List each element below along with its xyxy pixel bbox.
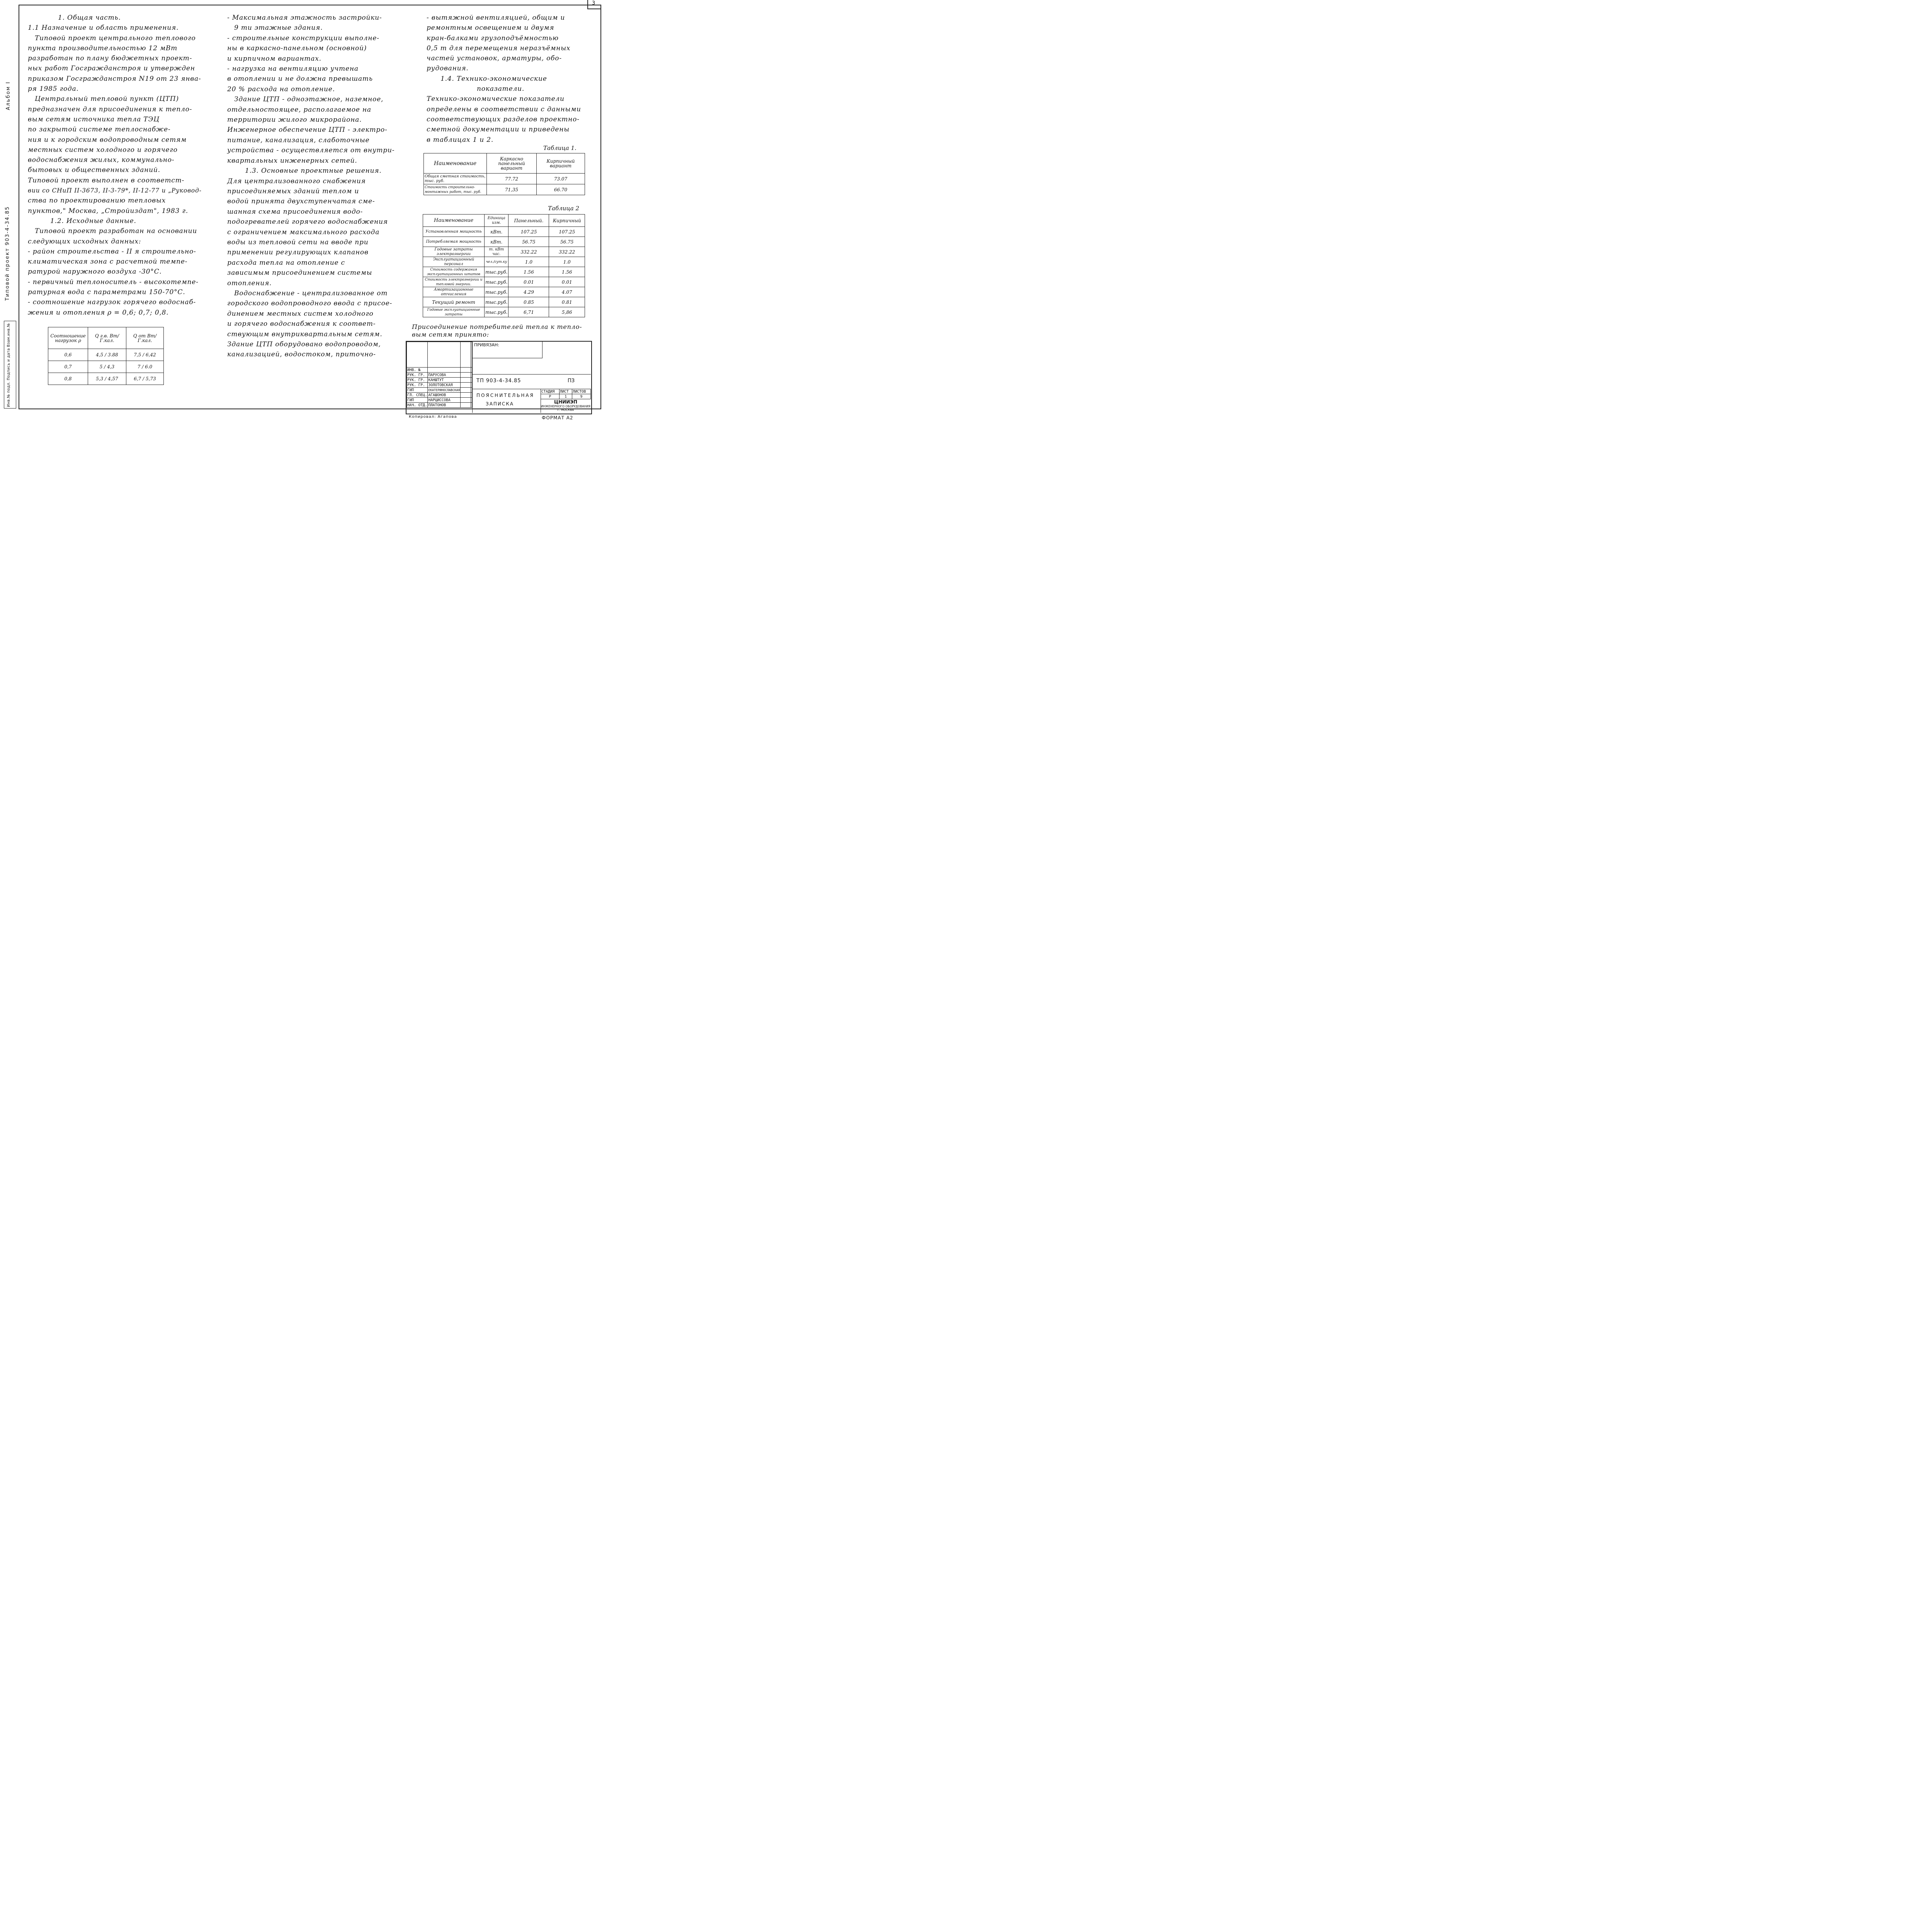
heading-source-data: 1.2. Исходные данные. bbox=[50, 217, 136, 225]
text-line: кран-балками грузоподъёмностью bbox=[427, 34, 559, 42]
table-header: Наименование bbox=[423, 215, 485, 227]
heading-indicators-2: показатели. bbox=[477, 85, 525, 93]
table-cell: 56.75 bbox=[549, 237, 585, 247]
staff-name: ЕКАТЕРИНОСЛАВСКАЯ bbox=[428, 388, 460, 392]
table-header: Кирпичный bbox=[549, 215, 585, 227]
text-line: городского водопроводного ввода с присое- bbox=[227, 300, 393, 308]
text-line: Присоединение потребителей тепла к тепло- bbox=[412, 323, 582, 330]
text-line: пунктов," Москва, „Стройиздат", 1983 г. bbox=[28, 207, 188, 215]
text-line: по закрытой системе теплоснабже- bbox=[28, 126, 171, 134]
text-line: питание, канализация, слаботочные bbox=[227, 136, 370, 144]
column-3 bbox=[427, 13, 589, 145]
table-cell: 0.85 bbox=[509, 297, 549, 307]
stamp-box bbox=[4, 321, 16, 409]
text-line: и горячего водоснабжения к соответ- bbox=[227, 320, 376, 328]
text-line: в отоплении и не должна превышать bbox=[227, 75, 373, 83]
staff-row bbox=[407, 398, 472, 403]
text-line: 20 % расхода на отопление. bbox=[227, 85, 335, 93]
text-line: жения и отопления ρ = 0,6; 0,7; 0,8. bbox=[28, 308, 169, 317]
table-cell: 0.01 bbox=[509, 277, 549, 287]
lists-value: 9 bbox=[572, 394, 591, 399]
staff-row bbox=[407, 373, 472, 378]
text-line: рудования. bbox=[427, 65, 469, 73]
stage-grid bbox=[541, 389, 591, 399]
code-band bbox=[473, 374, 591, 389]
text-line: сметной документации и приведены bbox=[427, 126, 570, 134]
table-2 bbox=[423, 214, 585, 317]
table-cell: 1.56 bbox=[509, 267, 549, 277]
staff-row bbox=[407, 383, 472, 388]
staff-role: НАЧ. ОТД. bbox=[407, 403, 427, 407]
staff-name: ЗОЛОТОВСКАЯ bbox=[428, 383, 461, 388]
text-line: вым сетям принято: bbox=[412, 331, 489, 338]
table-cell: чел./сут.ку bbox=[485, 257, 509, 267]
staff-name: НАРЦИССОВА bbox=[428, 398, 461, 403]
text-line: 0,5 т для перемещения неразъёмных bbox=[427, 44, 571, 52]
text-line: шанная схема присоединения водо- bbox=[227, 208, 363, 216]
text-line: частей установок, арматуры, обо- bbox=[427, 54, 562, 63]
text-line: соответствующих разделов проектно- bbox=[427, 115, 580, 123]
staff-grid bbox=[406, 342, 472, 408]
table-cell: 107.25 bbox=[549, 227, 585, 237]
text-line: вым сетям источника тепла ТЭЦ bbox=[28, 115, 160, 123]
org-name: ЦНИИЭП bbox=[554, 399, 578, 405]
table-cell: тыс.руб. bbox=[485, 267, 509, 277]
table-row bbox=[423, 297, 585, 307]
table-row bbox=[423, 257, 585, 267]
text-line: ратурой наружного воздуха -30°С. bbox=[28, 268, 162, 276]
text-line: отопления. bbox=[227, 279, 272, 287]
table-cell: Потребляемая мощность bbox=[423, 237, 485, 247]
table-cell: Стоимость строительно-монтажных работ, тыс. руб. bbox=[424, 184, 487, 195]
heading-indicators: 1.4. Технико-экономические bbox=[440, 75, 547, 83]
text-line: 9 ти этажные здания. bbox=[234, 24, 323, 32]
table-header: Каркасно панельный вариант bbox=[487, 153, 537, 174]
table2-caption: Таблица 2 bbox=[548, 205, 580, 212]
text-line: Типовой проект выполнен в соответст- bbox=[28, 176, 185, 184]
text-line: ных работ Госгражданстроя и утвержден bbox=[28, 65, 195, 73]
table-cell: 0,6 bbox=[48, 349, 88, 361]
table-cell: 7,5 / 6,42 bbox=[126, 349, 163, 361]
text-line: отдельностоящее, располагаемое на bbox=[227, 106, 371, 114]
text-line: Типовой проект центрального теплового bbox=[35, 34, 196, 42]
text-line: Технико-экономические показатели bbox=[427, 95, 565, 103]
text-line: - Максимальная этажность застройки- bbox=[227, 14, 382, 22]
page-number: 3 bbox=[592, 0, 595, 6]
text-line: Типовой проект разработан на основании bbox=[35, 227, 197, 235]
table-cell: 7 / 6.0 bbox=[126, 361, 163, 373]
text-line: квартальных инженерных сетей. bbox=[227, 157, 357, 165]
table-cell: 6,71 bbox=[509, 307, 549, 317]
table-row bbox=[48, 373, 164, 385]
text-line: ремонтным освещением и двумя bbox=[427, 24, 554, 32]
table-header: Панельный. bbox=[509, 215, 549, 227]
staff-role: ГИП bbox=[407, 398, 428, 403]
table-cell: 5,86 bbox=[549, 307, 585, 317]
stage-value: Р bbox=[541, 394, 560, 399]
staff-role: РУК. ГР. bbox=[407, 378, 428, 383]
table-cell: Общая сметная стоимость, тыс. руб. bbox=[424, 174, 487, 184]
list-value: 1 bbox=[559, 394, 572, 399]
text-line: воды из тепловой сети на вводе при bbox=[227, 238, 369, 246]
text-line: подогревателей горячего водоснабжения bbox=[227, 218, 388, 226]
table-cell: кВт. bbox=[485, 237, 509, 247]
table-row bbox=[48, 361, 164, 373]
text-line: ства по проектированию тепловых bbox=[28, 197, 166, 205]
text-line: предназначен для присоединения к тепло- bbox=[28, 105, 192, 113]
text-line: присоединяемых зданий теплом и bbox=[227, 187, 359, 195]
table-cell: тыс.руб. bbox=[485, 277, 509, 287]
table-header: Q от Вт/Г.кал. bbox=[126, 327, 163, 349]
doc-title bbox=[473, 389, 541, 413]
load-ratio-table bbox=[48, 327, 164, 385]
table-row bbox=[424, 184, 585, 195]
staff-role: ГЛ. СПЕЦ. bbox=[407, 393, 427, 397]
table-cell: 4.29 bbox=[509, 287, 549, 297]
text-line: Инженерное обеспечение ЦТП - электро- bbox=[227, 126, 388, 134]
text-line: - район строительства - II я строительно- bbox=[28, 247, 196, 255]
text-line: Для централизованного снабжения bbox=[227, 177, 366, 185]
doc-title-line2: ЗАПИСКА bbox=[486, 401, 514, 407]
list-label: ЛИСТ bbox=[559, 389, 572, 394]
text-line: в таблицах 1 и 2. bbox=[427, 136, 494, 144]
org-subtitle: ИНЖЕНЕРНОГО ОБОРУДОВАНИЯ bbox=[541, 405, 590, 408]
text-line: - первичный теплоноситель - высокотемпе- bbox=[28, 278, 199, 286]
title-right bbox=[472, 342, 591, 413]
table-cell: тыс.руб. bbox=[485, 297, 509, 307]
table-cell: кВт. bbox=[485, 227, 509, 237]
staff-name: ПАРУСОВА bbox=[428, 373, 461, 378]
table-cell: Установленная мощность bbox=[423, 227, 485, 237]
copied-by: Копировал: Агапова bbox=[409, 415, 457, 419]
staff-row bbox=[407, 388, 472, 393]
table-row bbox=[423, 307, 585, 317]
staff-role: ГИП bbox=[407, 388, 428, 393]
privyazan-label: ПРИВЯЗАН: bbox=[474, 342, 499, 347]
table-cell: 6,7 / 5,73 bbox=[126, 373, 163, 385]
text-line: устройства - осуществляется от внутри- bbox=[227, 146, 395, 155]
table-header: Соотношение нагрузок ρ bbox=[48, 327, 88, 349]
inv-label: ИНВ. № bbox=[407, 368, 428, 373]
table-cell: 77.72 bbox=[487, 174, 537, 184]
text-line: водой принята двухступенчатая сме- bbox=[227, 197, 375, 206]
text-line: вии со СНиП II-3673, II-3-79*, II-12-77 и „Руковод- bbox=[28, 187, 202, 194]
table-row bbox=[48, 349, 164, 361]
text-line: следующих исходных данных: bbox=[28, 237, 141, 245]
text-line: ния и к городским водопроводным сетям bbox=[28, 136, 187, 144]
staff-name: ПЛАТОНОВ bbox=[428, 403, 461, 408]
table-cell: 5,3 / 4,57 bbox=[88, 373, 126, 385]
text-line: Центральный тепловой пункт (ЦТП) bbox=[35, 95, 179, 103]
org-block bbox=[541, 400, 591, 412]
staff-row bbox=[407, 393, 472, 398]
table-cell: 4.07 bbox=[549, 287, 585, 297]
staff-name: АГАШОНОВ bbox=[428, 393, 461, 398]
text-line: климатическая зона с расчетной темпе- bbox=[28, 258, 188, 266]
table-row bbox=[423, 267, 585, 277]
text-line: определены в соответствии с данными bbox=[427, 105, 581, 113]
column-2 bbox=[227, 13, 405, 360]
stamp-text: Инв.№ подл. Подпись и дата Взам.инв.№ bbox=[7, 323, 11, 407]
text-line: ствующим внутриквартальным сетям. bbox=[227, 330, 383, 338]
table-cell: тыс.руб. bbox=[485, 287, 509, 297]
table-cell: Годовые затраты электроэнергии bbox=[423, 247, 485, 257]
text-line: - нагрузка на вентиляцию учтена bbox=[227, 65, 359, 73]
table-cell: 0.01 bbox=[549, 277, 585, 287]
column-1 bbox=[28, 13, 209, 318]
doc-title-line1: ПОЯСНИТЕЛЬНАЯ bbox=[476, 393, 534, 398]
project-label: Типовой проект 903-4-34.85 bbox=[5, 206, 10, 301]
table-cell: 1.0 bbox=[549, 257, 585, 267]
blank-band bbox=[473, 358, 591, 375]
table1-caption: Таблица 1. bbox=[543, 145, 577, 152]
table-cell: 332.22 bbox=[509, 247, 549, 257]
text-line: ря 1985 года. bbox=[28, 85, 79, 93]
table-1 bbox=[423, 153, 585, 195]
table-cell: 107.25 bbox=[509, 227, 549, 237]
table-cell: 56.75 bbox=[509, 237, 549, 247]
heading-main-decisions: 1.3. Основные проектные решения. bbox=[245, 167, 382, 175]
table-cell: 1.0 bbox=[509, 257, 549, 267]
table-cell: 1.56 bbox=[549, 267, 585, 277]
table-row bbox=[423, 227, 585, 237]
table-header: Q г.в. Вт/Г.кал. bbox=[88, 327, 126, 349]
text-line: - вытяжной вентиляцией, общим и bbox=[427, 14, 565, 22]
connection-note bbox=[412, 323, 582, 339]
table-cell: Годовые эксплуатационные затраты bbox=[423, 307, 485, 317]
privyazan-box bbox=[473, 342, 543, 358]
text-line: канализацией, водостоком, приточно- bbox=[227, 351, 376, 359]
text-line: территории жилого микрорайона. bbox=[227, 116, 362, 124]
text-line: и кирпичном вариантах. bbox=[227, 54, 321, 63]
table-row bbox=[423, 247, 585, 257]
table-cell: тыс.руб. bbox=[485, 307, 509, 317]
title-block bbox=[406, 341, 592, 414]
text-line: приказом Госгражданстроя N19 от 23 янва- bbox=[28, 75, 201, 83]
table-cell: Стоимость содержания эксплуатационных штатов bbox=[423, 267, 485, 277]
heading-purpose: 1.1 Назначение и область применения. bbox=[28, 24, 179, 32]
text-line: динением местных систем холодного bbox=[227, 310, 374, 318]
table-cell: 332.22 bbox=[549, 247, 585, 257]
table-cell: Стоимость электроэнергии и тепловой энергии. bbox=[423, 277, 485, 287]
text-line: бытовых и общественных зданий. bbox=[28, 166, 160, 174]
staff-row bbox=[407, 403, 472, 408]
table-header: Единица изм. bbox=[485, 215, 509, 227]
table-cell: 71,35 bbox=[487, 184, 537, 195]
text-line: водоснабжения жилых, коммунально- bbox=[28, 156, 175, 164]
text-line: местных систем холодного и горячего bbox=[28, 146, 178, 154]
table-cell: 5 / 4,3 bbox=[88, 361, 126, 373]
text-line: - строительные конструкции выполне- bbox=[227, 34, 379, 42]
lists-label: ЛИСТОВ bbox=[572, 389, 591, 394]
staff-role: РУК. ГР. bbox=[407, 373, 428, 378]
text-line: применении регулирующих клапанов bbox=[227, 249, 369, 257]
staff-name: КАНШТУТ bbox=[428, 378, 461, 383]
sheet-code: ПЗ bbox=[568, 378, 575, 384]
table-row bbox=[423, 237, 585, 247]
table-cell: 73.07 bbox=[537, 174, 585, 184]
table-cell: Амортизационные отчисления bbox=[423, 287, 485, 297]
format-label: ФОРМАТ А2 bbox=[542, 415, 573, 421]
text-line: зависимым присоединением системы bbox=[227, 269, 372, 277]
table-cell: 4,5 / 3.88 bbox=[88, 349, 126, 361]
table-cell: 0.81 bbox=[549, 297, 585, 307]
table-cell: 0,8 bbox=[48, 373, 88, 385]
table-cell: т. кВт час. bbox=[485, 247, 509, 257]
table-cell: 0,7 bbox=[48, 361, 88, 373]
album-label: Альбом I bbox=[5, 81, 11, 110]
table-cell: 66.70 bbox=[537, 184, 585, 195]
text-line: Здание ЦТП - одноэтажное, наземное, bbox=[234, 95, 384, 104]
org-city: Г. МОСКВА bbox=[557, 408, 574, 412]
drawing-code: ТП 903-4-34.85 bbox=[476, 378, 521, 384]
text-line: с ограничением максимального расхода bbox=[227, 228, 380, 236]
staff-row bbox=[407, 378, 472, 383]
text-line: - соотношение нагрузок горячего водоснаб- bbox=[28, 298, 196, 306]
staff-role: РУК. ГР. bbox=[407, 383, 428, 388]
table-row bbox=[424, 174, 585, 184]
heading-general: 1. Общая часть. bbox=[58, 14, 121, 22]
table-header: Кирпичный вариант bbox=[537, 153, 585, 174]
text-line: Водоснабжение - централизованное от bbox=[234, 289, 388, 297]
table-cell: Текущий ремонт bbox=[423, 297, 485, 307]
text-line: расхода тепла на отопление с bbox=[227, 259, 345, 267]
text-line: ны в каркасно-панельном (основной) bbox=[227, 44, 367, 53]
table-cell: Эксплуатационный персонал bbox=[423, 257, 485, 267]
left-margin-strip bbox=[0, 0, 19, 424]
table-header: Наименование bbox=[424, 153, 487, 174]
stage-label: СТАДИЯ bbox=[541, 389, 560, 394]
text-line: разработан по плану бюджетных проект- bbox=[28, 54, 192, 63]
text-line: пункта производительностью 12 мВт bbox=[28, 44, 178, 52]
table-row bbox=[423, 277, 585, 287]
text-line: Здание ЦТП оборудовано водопроводом, bbox=[227, 340, 381, 348]
table-row bbox=[423, 287, 585, 297]
text-line: ратурная вода с параметрами 150-70°С. bbox=[28, 288, 185, 296]
